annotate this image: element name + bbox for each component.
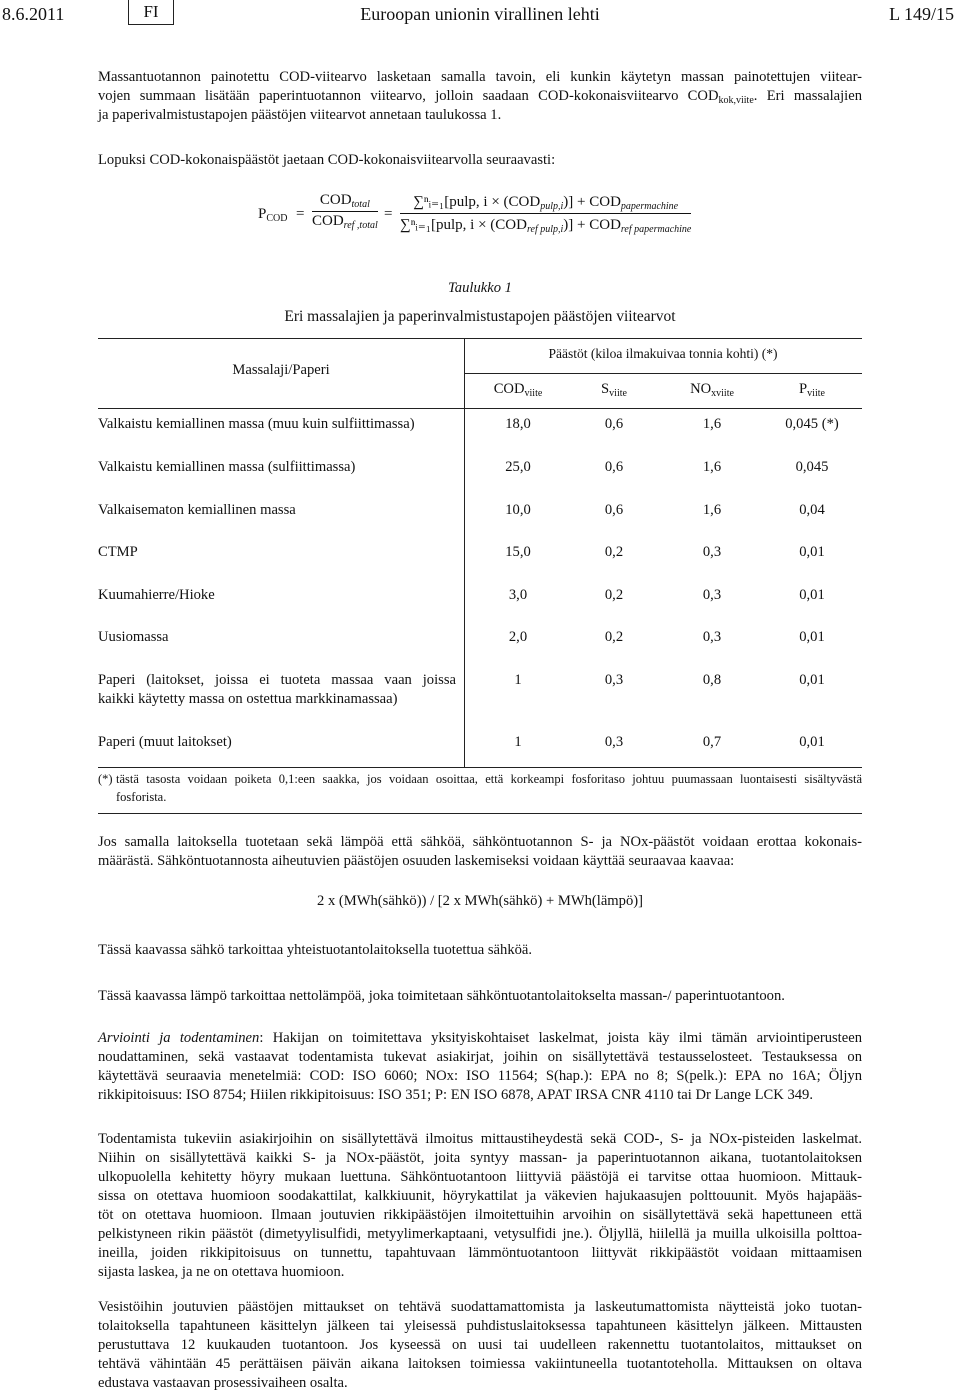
- text-line: Niihin on sisällytettävä kaikki S- ja NOx-päästöt, joita syntyy massan- ja paperintuotannon aikana, tuotantolaitoksen: [98, 1150, 862, 1166]
- footnote-text: tästä tasosta voidaan poiketa 0,1:een saakka, jos voidaan osoittaa, että korkeampi fosforitaso johtuu puumassaan luontaisesti sisältyvästä: [116, 772, 862, 786]
- cell-p: 0,045 (*): [785, 416, 839, 432]
- cell-nox: 0,3: [702, 629, 722, 645]
- header-page-number: L 149/15: [889, 4, 954, 24]
- cell-s: 0,6: [604, 416, 624, 432]
- paragraph-cogeneration: [98, 833, 862, 871]
- footnote-mark: (*): [98, 772, 113, 786]
- cell-nox: 0,3: [702, 587, 722, 603]
- table-header-s: $S_{viite}$: [601, 381, 627, 399]
- table-header-cod: $COD_{viite}$: [493, 381, 543, 399]
- cell-nox: 0,3: [702, 544, 722, 560]
- text-line: pelkistyneen rikin päästöt (dimetyylisulfidi, metyylimerkaptaani, vetysulfidi jne.). Öljyllä, hiilellä ja muilla ulkoisilla polttoa-: [98, 1226, 862, 1242]
- paragraph-water-emissions: [98, 1298, 862, 1393]
- text-line: käytettävä seuraavia menetelmiä: COD: ISO 6060; NOx: ISO 11564; S(hap.): EPA no 8; S(pelk.): EPA no 16A; Öljyn: [98, 1068, 862, 1084]
- cell-p: 0,01: [799, 629, 825, 645]
- text-line: ulkopuolella kehitetty höyry mukaan luettuna. Sähköntuotantoon liittyviä päästöjä ei tarvitse ottaa huomioon. Mittauk-: [98, 1169, 862, 1185]
- text-line: Massantuotannon painotettu COD-viitearvo lasketaan samalla tavoin, eli kunkin käytetyn massan painotettujen viitear-: [98, 69, 862, 85]
- footnote-rule: [98, 813, 862, 814]
- cell-s: 0,2: [604, 587, 624, 603]
- page-header: [0, 0, 960, 28]
- cell-cod: 3,0: [508, 587, 528, 603]
- table-caption: Taulukko 1: [448, 280, 512, 296]
- cell-s: 0,6: [604, 459, 624, 475]
- cell-s: 0,6: [604, 502, 624, 518]
- cell-cod: 18,0: [505, 416, 531, 432]
- cell-p: 0,01: [799, 544, 825, 560]
- header-date: 8.6.2011: [2, 4, 65, 24]
- cell-cod: 2,0: [508, 629, 528, 645]
- row-label: Paperi (laitokset, joissa ei tuoteta massaa vaan joissa: [98, 672, 456, 688]
- cell-nox: 1,6: [702, 459, 722, 475]
- cod-formula: [258, 192, 718, 244]
- cell-cod: 15,0: [505, 544, 531, 560]
- text-line: sijasta laskea, ja ne on otettava huomioon.: [98, 1264, 345, 1280]
- text-line: Tässä kaavassa sähkö tarkoittaa yhteistuotantolaitoksella tuotettua sähköä.: [98, 942, 533, 958]
- text-line: tolaitoksella tapahtuneen käsittelyn jälkeen tai yleisessä puhdistuslaitoksessa tapahtuneen käsittelyn jälkeen. Mittausten: [98, 1318, 862, 1334]
- cell-p: 0,04: [799, 502, 825, 518]
- paragraph-documentation: [98, 1130, 862, 1282]
- table-header-emissions: Päästöt (kiloa ilmakuivaa tonnia kohti) (*): [548, 346, 778, 361]
- text-line: edustava vastaavan prosessivaiheen osalta.: [98, 1375, 348, 1391]
- text-line: Jos samalla laitoksella tuotetaan sekä lämpöä että sähköä, sähköntuotannon S- ja NOx-päästöt voidaan erottaa kokonais-: [98, 834, 862, 850]
- cell-nox: 1,6: [702, 502, 722, 518]
- cell-cod: 1: [514, 672, 522, 688]
- cell-p: 0,01: [799, 587, 825, 603]
- cell-s: 0,2: [604, 544, 624, 560]
- paragraph-electricity-definition: [98, 941, 862, 960]
- table-bottom-rule: [98, 767, 862, 768]
- cell-s: 0,2: [604, 629, 624, 645]
- formula-equals: =: [296, 206, 305, 222]
- row-label: Valkaisematon kemiallinen massa: [98, 502, 296, 518]
- formula-fraction-2: ∑ⁿᵢ₌₁[pulp, $i \times (COD_{pulp,i})] + COD_{papermachine}$ ∑ⁿᵢ₌₁[pulp, $i \times (COD_{ref pulp,i})] + COD_{ref papermachine}$: [400, 194, 692, 235]
- row-label: CTMP: [98, 544, 138, 560]
- header-language-box: FI: [128, 0, 174, 25]
- header-journal-title: Euroopan unionin virallinen lehti: [360, 4, 600, 24]
- text-line: rikkipitoisuus: ISO 8754; Hiilen rikkipitoisuus: ISO 351; P: EN ISO 6878, APAT IRSA CNR 4110 tai Dr Lange LCK 349.: [98, 1087, 813, 1103]
- cell-nox: 0,8: [702, 672, 722, 688]
- paragraph-heat-definition: [98, 987, 862, 1006]
- table-subheader-rule: [464, 373, 862, 374]
- table-column-divider: [464, 338, 465, 768]
- electricity-share-formula: 2 x (MWh(sähkö)) / [2 x MWh(sähkö) + MWh(lämpö)]: [317, 893, 643, 909]
- table-header-nox: $NO_{xviite}$: [690, 381, 734, 399]
- text-line: Vesistöihin joutuvien päästöjen mittaukset on tehtävä suodattamattomista ja laskeutumattomista näytteistä joko tuotan-: [98, 1299, 862, 1315]
- cell-cod: 10,0: [505, 502, 531, 518]
- row-label: Valkaistu kemiallinen massa (sulfiittimassa): [98, 459, 356, 475]
- row-label: Valkaistu kemiallinen massa (muu kuin sulfiittimassa): [98, 416, 415, 432]
- formula-lhs: $P_{COD}$: [258, 206, 288, 224]
- text-line: ja paperivalmistustapojen päästöjen viitearvot annetaan taulukossa 1.: [98, 107, 502, 123]
- cell-s: 0,3: [604, 734, 624, 750]
- table-header-rule: [98, 408, 862, 409]
- text-line: vojen summaan lisätään paperintuotannon viitearvo, jolloin saadaan COD-kokonaisviitearvo $COD_{kok,viite}$. Eri massalajien: [98, 88, 862, 106]
- text-line: perustuttava 12 kuukauden tuotantoon. Jos kyseessä on uusi tai uudelleen rakennettu tuotantolaitos, mittaukset on: [98, 1337, 862, 1353]
- paragraph-intro-formula: [98, 151, 862, 170]
- text-line: noudattaminen, sekä vastaavat todentamista tukevat asiakirjat, joihin on sisällytettävä testausselosteet. Testauksessa on: [98, 1049, 862, 1065]
- formula-equals-2: =: [384, 206, 393, 222]
- text-line: määrästä. Sähköntuotannosta aiheutuvien päästöjen osuuden laskemiseksi voidaan käyttää seuraavaa kaavaa:: [98, 853, 735, 869]
- cell-cod: 25,0: [505, 459, 531, 475]
- table-header-type: Massalaji/Paperi: [232, 362, 330, 378]
- cell-p: 0,01: [799, 672, 825, 688]
- row-label: Kuumahierre/Hioke: [98, 587, 215, 603]
- text-line: Lopuksi COD-kokonaispäästöt jaetaan COD-kokonaisviitearvolla seuraavasti:: [98, 152, 556, 168]
- footnote-text: fosforista.: [116, 790, 167, 804]
- text-line: Arviointi ja todentaminen: Hakijan on toimitettava yksityiskohtaiset laskelmat, joista käy ilmi tämän arviointiperusteen: [98, 1030, 862, 1046]
- table-title: Eri massalajien ja paperinvalmistustapojen päästöjen viitearvot: [284, 308, 676, 325]
- text-line: Todentamista tukeviin asiakirjoihin on sisällytettävä ilmoitus mittaustiheydestä sekä COD-, S- ja NOx-pisteiden laskelmat.: [98, 1131, 862, 1147]
- cell-s: 0,3: [604, 672, 624, 688]
- cell-nox: 1,6: [702, 416, 722, 432]
- text-line: Tässä kaavassa lämpö tarkoittaa nettolämpöä, joka toimitetaan sähköntuotantolaitokselta massan-/ paperintuotantoon.: [98, 988, 785, 1004]
- paragraph-assessment: [98, 1029, 862, 1105]
- cell-nox: 0,7: [702, 734, 722, 750]
- text-line: tehtävä vähintään 45 perättäisen päivän aikana laitoksen toimiessa vakiintuneella tuotantoteholla. Mittauksen on oltava: [98, 1356, 862, 1372]
- text-line: töt on otettava huomioon. Ilmaan joutuvien rikkipäästöjen ilmoitettuihin arvoihin on sisällytettävä sekä hapettuneen että: [98, 1207, 862, 1223]
- cell-p: 0,01: [799, 734, 825, 750]
- text-line: ineilla, joiden rikkipitoisuus on tunnettu, tapahtuvaan lämmöntuotantoon liittyvät rikkipäästöt voidaan mittaamisen: [98, 1245, 862, 1261]
- table-top-rule: [98, 338, 862, 339]
- row-label: Uusiomassa: [98, 629, 169, 645]
- text-line: sissa on otettava huomioon soodakattilat, kalkkiuunit, höyrykattilat ja väkevien hajukaasujen polttouunit. Myös hajapääs-: [98, 1188, 862, 1204]
- row-label: kaikki käytetty massa on ostettua markkinamassaa): [98, 691, 398, 707]
- paragraph-weighted-cod: [98, 68, 862, 125]
- formula-fraction-1: $COD_{total}$ $COD_{ref ,total}$: [312, 192, 378, 231]
- row-label: Paperi (muut laitokset): [98, 734, 232, 750]
- cell-p: 0,045: [795, 459, 829, 475]
- table-header-p: $P_{viite}$: [799, 381, 825, 399]
- cell-cod: 1: [514, 734, 522, 750]
